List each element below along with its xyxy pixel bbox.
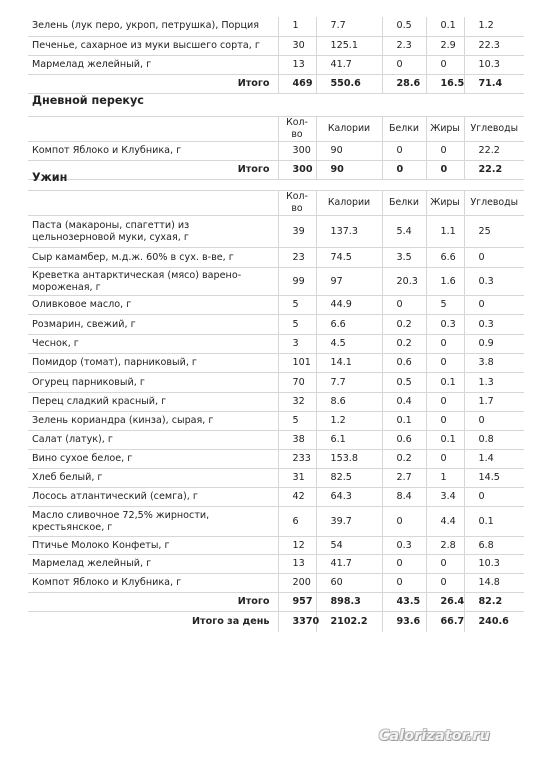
value-qty: 6	[278, 507, 316, 537]
header-blank	[28, 117, 278, 142]
value-fat: 6.6	[426, 248, 464, 268]
value-carbs: 1.2	[464, 17, 524, 36]
value-protein: 0	[382, 55, 426, 74]
table-header-row	[28, 191, 524, 216]
food-name: Сыр камамбер, м.д.ж. 60% в сух. в-ве, г	[28, 248, 278, 268]
value-fat: 0	[426, 335, 464, 354]
total-row	[28, 161, 524, 180]
value-protein: 0.3	[382, 537, 426, 555]
value-carbs: 0.9	[464, 335, 524, 354]
total-row	[28, 74, 524, 93]
value-kcal: 6.6	[316, 315, 382, 335]
value-fat: 5	[426, 296, 464, 315]
value-qty: 1	[278, 17, 316, 36]
table-row	[28, 142, 524, 161]
total-fat: 0	[426, 161, 464, 180]
value-kcal: 4.5	[316, 335, 382, 354]
value-qty: 70	[278, 373, 316, 393]
table-row	[28, 488, 524, 507]
food-name: Мармелад желейный, г	[28, 55, 278, 74]
value-kcal: 82.5	[316, 469, 382, 488]
total-label: Итого за день	[192, 615, 270, 627]
food-name: Перец сладкий красный, г	[28, 393, 278, 412]
column-header-protein: Белки	[382, 117, 426, 142]
value-protein: 3.5	[382, 248, 426, 268]
value-qty: 5	[278, 315, 316, 335]
value-fat: 0	[426, 354, 464, 373]
column-header-protein: Белки	[382, 191, 426, 216]
table-row	[28, 216, 524, 248]
value-qty: 32	[278, 393, 316, 412]
value-qty: 101	[278, 354, 316, 373]
value-qty: 13	[278, 555, 316, 574]
food-name: Печенье, сахарное из муки высшего сорта, г	[28, 36, 278, 55]
value-kcal: 137.3	[316, 216, 382, 248]
total-protein: 43.5	[382, 593, 426, 612]
value-qty: 99	[278, 268, 316, 296]
value-kcal: 41.7	[316, 555, 382, 574]
value-qty: 3	[278, 335, 316, 354]
section-title-snack: Дневной перекус	[32, 94, 144, 107]
value-kcal: 39.7	[316, 507, 382, 537]
food-name: Огурец парниковый, г	[28, 373, 278, 393]
value-kcal: 125.1	[316, 36, 382, 55]
table-row	[28, 354, 524, 373]
value-fat: 1.1	[426, 216, 464, 248]
value-fat: 0.1	[426, 17, 464, 36]
value-qty: 31	[278, 469, 316, 488]
total-kcal: 898.3	[316, 593, 382, 612]
column-header-carbs: Углеводы	[464, 191, 524, 216]
value-qty: 38	[278, 431, 316, 450]
value-protein: 0	[382, 142, 426, 161]
value-kcal: 6.1	[316, 431, 382, 450]
value-kcal: 90	[316, 142, 382, 161]
value-kcal: 7.7	[316, 373, 382, 393]
food-name: Масло сливочное 72,5% жирности, крестьянское, г	[28, 507, 278, 537]
table-row	[28, 412, 524, 431]
value-qty: 30	[278, 36, 316, 55]
column-header-kcal: Калории	[316, 191, 382, 216]
value-carbs: 1.3	[464, 373, 524, 393]
food-name: Паста (макароны, спагетти) из цельнозерновой муки, сухая, г	[28, 216, 278, 248]
value-kcal: 14.1	[316, 354, 382, 373]
food-name: Креветка антарктическая (мясо) варено-мороженая, г	[28, 268, 278, 296]
food-name: Вино сухое белое, г	[28, 450, 278, 469]
total-protein: 0	[382, 161, 426, 180]
table-row	[28, 431, 524, 450]
food-name: Мармелад желейный, г	[28, 555, 278, 574]
value-kcal: 153.8	[316, 450, 382, 469]
day-total-row	[28, 612, 524, 632]
value-kcal: 8.6	[316, 393, 382, 412]
table-row	[28, 537, 524, 555]
value-qty: 5	[278, 412, 316, 431]
value-carbs: 25	[464, 216, 524, 248]
total-qty: 300	[278, 161, 316, 180]
value-kcal: 41.7	[316, 55, 382, 74]
food-name: Птичье Молоко Конфеты, г	[28, 537, 278, 555]
value-protein: 0.4	[382, 393, 426, 412]
value-kcal: 97	[316, 268, 382, 296]
dinner-table	[28, 190, 524, 632]
food-name: Розмарин, свежий, г	[28, 315, 278, 335]
value-carbs: 3.8	[464, 354, 524, 373]
food-name: Компот Яблоко и Клубника, г	[28, 142, 278, 161]
total-kcal: 2102.2	[316, 612, 382, 632]
value-protein: 2.3	[382, 36, 426, 55]
total-row	[28, 593, 524, 612]
value-protein: 0.2	[382, 315, 426, 335]
watermark-logo: Calorizator.ru	[379, 728, 491, 744]
value-fat: 0.1	[426, 373, 464, 393]
value-carbs: 1.4	[464, 450, 524, 469]
value-carbs: 14.8	[464, 574, 524, 593]
table-row	[28, 36, 524, 55]
value-fat: 3.4	[426, 488, 464, 507]
value-qty: 5	[278, 296, 316, 315]
value-carbs: 0	[464, 296, 524, 315]
value-fat: 2.8	[426, 537, 464, 555]
total-qty: 3370	[278, 612, 316, 632]
value-carbs: 0.8	[464, 431, 524, 450]
value-fat: 0	[426, 142, 464, 161]
column-header-qty: Кол-во	[278, 191, 316, 216]
value-kcal: 64.3	[316, 488, 382, 507]
total-kcal: 550.6	[316, 74, 382, 93]
total-label: Итого	[28, 161, 278, 180]
total-label: Итого	[28, 593, 278, 612]
table-row	[28, 373, 524, 393]
total-protein: 93.6	[382, 612, 426, 632]
table-row	[28, 507, 524, 537]
column-header-qty: Кол-во	[278, 117, 316, 142]
value-carbs: 1.7	[464, 393, 524, 412]
table-row	[28, 393, 524, 412]
value-carbs: 6.8	[464, 537, 524, 555]
table-row	[28, 335, 524, 354]
value-carbs: 10.3	[464, 55, 524, 74]
value-protein: 0.2	[382, 450, 426, 469]
total-carbs: 71.4	[464, 74, 524, 93]
food-name: Салат (латук), г	[28, 431, 278, 450]
breakfast-table	[28, 17, 524, 94]
food-name: Зелень (лук перо, укроп, петрушка), Порция	[28, 17, 278, 36]
header-blank	[28, 191, 278, 216]
value-fat: 1	[426, 469, 464, 488]
value-fat: 0	[426, 574, 464, 593]
total-carbs: 82.2	[464, 593, 524, 612]
food-name: Хлеб белый, г	[28, 469, 278, 488]
total-protein: 28.6	[382, 74, 426, 93]
value-protein: 0	[382, 574, 426, 593]
value-carbs: 10.3	[464, 555, 524, 574]
value-protein: 8.4	[382, 488, 426, 507]
column-header-carbs: Углеводы	[464, 117, 524, 142]
value-protein: 2.7	[382, 469, 426, 488]
value-qty: 233	[278, 450, 316, 469]
value-protein: 0.6	[382, 431, 426, 450]
value-kcal: 1.2	[316, 412, 382, 431]
value-fat: 0	[426, 393, 464, 412]
table-header-row	[28, 117, 524, 142]
food-name: Лосось атлантический (семга), г	[28, 488, 278, 507]
table-row	[28, 17, 524, 36]
column-header-kcal: Калории	[316, 117, 382, 142]
total-fat: 16.5	[426, 74, 464, 93]
value-qty: 12	[278, 537, 316, 555]
value-kcal: 74.5	[316, 248, 382, 268]
column-header-fat: Жиры	[426, 117, 464, 142]
value-protein: 0.1	[382, 412, 426, 431]
value-protein: 0.6	[382, 354, 426, 373]
table-row	[28, 574, 524, 593]
value-protein: 0.5	[382, 373, 426, 393]
value-carbs: 0.3	[464, 315, 524, 335]
total-qty: 957	[278, 593, 316, 612]
value-qty: 23	[278, 248, 316, 268]
table-row	[28, 315, 524, 335]
value-protein: 0.2	[382, 335, 426, 354]
value-carbs: 0.3	[464, 268, 524, 296]
value-qty: 42	[278, 488, 316, 507]
value-qty: 13	[278, 55, 316, 74]
value-fat: 0.1	[426, 431, 464, 450]
total-carbs: 22.2	[464, 161, 524, 180]
value-qty: 39	[278, 216, 316, 248]
total-kcal: 90	[316, 161, 382, 180]
value-carbs: 0	[464, 248, 524, 268]
total-label: Итого	[28, 74, 278, 93]
total-qty: 469	[278, 74, 316, 93]
table-row	[28, 555, 524, 574]
value-fat: 0	[426, 450, 464, 469]
value-protein: 0.5	[382, 17, 426, 36]
value-carbs: 0.1	[464, 507, 524, 537]
snack-table	[28, 116, 524, 180]
food-name: Чеснок, г	[28, 335, 278, 354]
table-row	[28, 268, 524, 296]
value-kcal: 54	[316, 537, 382, 555]
total-fat: 66.7	[426, 612, 464, 632]
value-fat: 0	[426, 55, 464, 74]
value-qty: 200	[278, 574, 316, 593]
value-carbs: 14.5	[464, 469, 524, 488]
value-fat: 0.3	[426, 315, 464, 335]
column-header-fat: Жиры	[426, 191, 464, 216]
value-protein: 20.3	[382, 268, 426, 296]
total-fat: 26.4	[426, 593, 464, 612]
value-fat: 1.6	[426, 268, 464, 296]
value-carbs: 0	[464, 488, 524, 507]
value-carbs: 22.2	[464, 142, 524, 161]
table-row	[28, 248, 524, 268]
value-qty: 300	[278, 142, 316, 161]
value-protein: 5.4	[382, 216, 426, 248]
value-kcal: 44.9	[316, 296, 382, 315]
food-name: Зелень кориандра (кинза), сырая, г	[28, 412, 278, 431]
value-fat: 2.9	[426, 36, 464, 55]
value-protein: 0	[382, 296, 426, 315]
food-name: Компот Яблоко и Клубника, г	[28, 574, 278, 593]
total-carbs: 240.6	[464, 612, 524, 632]
value-fat: 0	[426, 555, 464, 574]
table-row	[28, 296, 524, 315]
value-protein: 0	[382, 555, 426, 574]
section-title-dinner: Ужин	[32, 171, 68, 184]
value-carbs: 22.3	[464, 36, 524, 55]
value-kcal: 7.7	[316, 17, 382, 36]
table-row	[28, 450, 524, 469]
table-row	[28, 55, 524, 74]
value-carbs: 0	[464, 412, 524, 431]
value-protein: 0	[382, 507, 426, 537]
table-row	[28, 469, 524, 488]
food-name: Помидор (томат), парниковый, г	[28, 354, 278, 373]
value-fat: 0	[426, 412, 464, 431]
value-fat: 4.4	[426, 507, 464, 537]
food-name: Оливковое масло, г	[28, 296, 278, 315]
value-kcal: 60	[316, 574, 382, 593]
